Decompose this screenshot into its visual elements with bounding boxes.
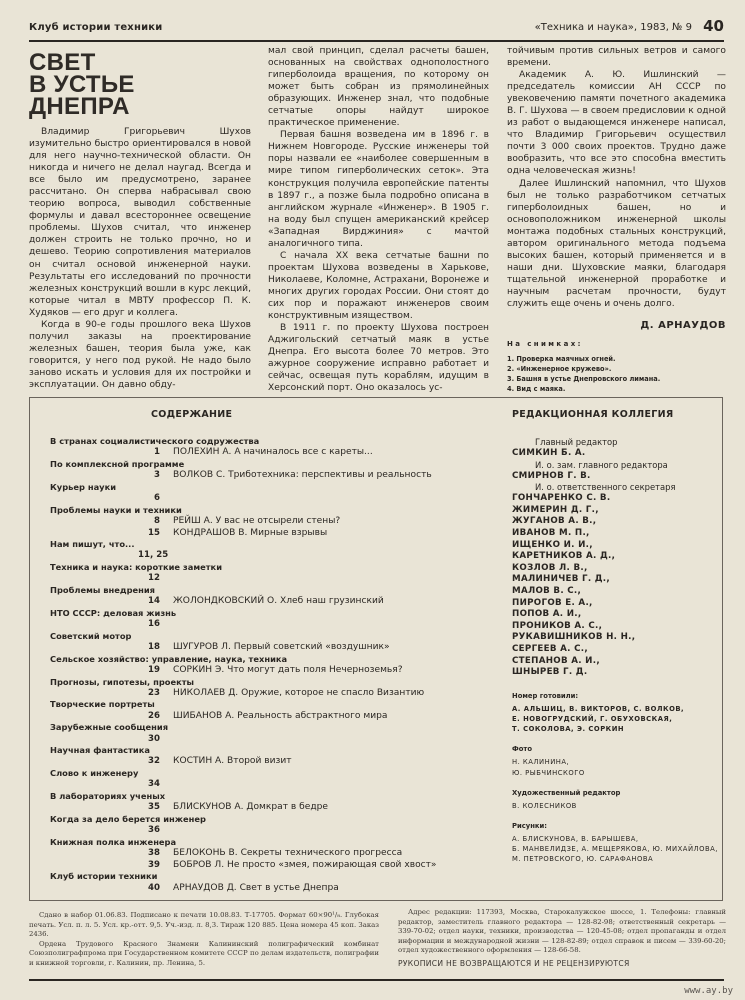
article-column-1 [29,49,251,391]
paragraph: В 1911 г. по проекту Шухова построен Аджигольский сетчатый маяк в устье Днепра. Его высота более 70 метров. Это ажурное сооружение исправно работает и сейчас, освещая путь кораблям, идущим в Херсонский порт. Оно оказалось ус- [268,323,489,394]
paragraph: мал свой принцип, сделал расчеты башен, основанных на свойствах однополостного гиперболоида вращения, по которому он может быть собран из прямолинейных образующих. Инженер знал, что подобные сетчатые опоры найдут широкое практическое применение. [268,46,489,129]
toc-page-number: 23 [148,687,160,698]
board-member: РУКАВИШНИКОВ Н. Н., [512,632,636,643]
names-line: Ю. РЫБЧИНСКОГО [512,768,585,777]
toc-article-title: РЕЙШ А. У вас не отсырели стены? [173,515,341,526]
toc-section: Клуб истории техники [50,871,158,882]
address-paragraph: Адрес редакции: 117393, Москва, Старокалужское шоссе, 1. Телефоны: главный редактор, заместитель главного редактора — 128-82-98; ответственный секретарь — 339-70-02; отдел науки, техники, производства — 120-45-08; отдел пропаганды и отдел информации и международной жизни — 128-82-89; отдел справок и писем — 339-60-20; отдел художественного оформления — 128-66-58. [398,908,726,954]
toc-article-title: БОБРОВ Л. Не просто «змея, пожирающая свой хвост» [173,859,437,870]
board-member: СТЕПАНОВ А. И., [512,655,600,666]
imprint-paragraph: Сдано в набор 01.06.83. Подписано к печати 10.08.83. Т-17705. Формат 60×90¹/₈. Глубокая печать. Усл. п. л. 5. Усл. кр.-отт. 9,5. Уч.-изд. л. 8,3. Тираж 120 885. Цена номера 45 коп. Заказ 2436. [29,911,379,938]
toc-page-number: 39 [148,859,160,870]
toc-page-number: 38 [148,848,160,859]
toc-entry[interactable] [50,825,510,837]
watermark: www.ay.by [684,986,733,996]
role-label: Главный редактор [535,437,618,447]
toc-entry[interactable] [50,596,510,608]
page-number: 40 [703,17,724,35]
deputy-name: СМИРНОВ Г. В. [512,470,591,481]
paragraph: Когда в 90-е годы прошлого века Шухов получил заказы на проектирование железных башен, теория была уже, как говорится, у него под рукой. Не надо было заново искать и условия для их постройки и эксплуатации. Он давно обду- [29,319,251,390]
names-line: Б. МАНВЕЛИДЗЕ, А. МЕЩЕРЯКОВА, Ю. МИХАЙЛОВА, [512,845,718,854]
title-line: СВЕТ [29,49,96,76]
toc-article-title: СОРКИН Э. Что могут дать поля Нечерноземья? [173,664,403,675]
toc-page-number: 14 [148,596,160,607]
toc-article-title: ШИБАНОВ А. Реальность абстрактного мира [173,710,388,721]
board-member: ПИРОГОВ Е. А., [512,597,593,608]
board-member: ГОНЧАРЕНКО С. В. [512,493,611,504]
names-line: А. АЛЬШИЦ, В. ВИКТОРОВ, С. ВОЛКОВ, [512,704,685,713]
toc-article-title: БЕЛОКОНЬ В. Секреты технического прогресса [173,848,403,859]
toc-entry[interactable] [50,756,510,768]
toc-section: Прогнозы, гипотезы, проекты [50,676,195,687]
drawings-heading: Рисунки: [512,821,547,830]
toc-section: Сельское хозяйство: управление, наука, техника [50,653,288,664]
paragraph: Первая башня возведена им в 1896 г. в Нижнем Новгороде. Русские инженеры той поры назвали ее «наиболее совершенным в мире типом гиперболических сеток». Эта конструкция получила европейские патенты в 1897 г., а позже была подробно описана в английском журнале «Инженер». В 1905 г. на воду был спущен американский крейсер «Западная Вирджиния» с мачтой аналогичного типа. [268,130,489,249]
toc-page-number: 11, 25 [138,550,169,561]
toc-section: Техника и наука: короткие заметки [50,562,223,573]
role-label: И. о. ответственного секретаря [535,482,676,493]
issue-label: «Техника и наука», 1983, № 9 [534,22,692,33]
names-line: В. КОЛЕСНИКОВ [512,801,577,810]
board-member: ИЩЕНКО И. И., [512,539,593,550]
toc-page-number: 15 [148,527,160,538]
toc-page-number: 35 [148,802,160,813]
toc-page-number: 19 [148,664,160,675]
toc-entry[interactable] [50,447,510,459]
toc-section: По комплексной программе [50,458,185,469]
toc-page-number: 3 [154,470,160,481]
names-line: А. БЛИСКУНОВА, В. БАРЫШЕВА, [512,834,639,843]
toc-page-number: 18 [148,642,160,653]
imprint-paragraph: Ордена Трудового Красного Знамени Калининский полиграфический комбинат Союзполиграфпрома при Государственном комитете СССР по делам издательств, полиграфии и книжной торговли, г. Калинин, пр. Ленина, 5. [29,939,379,967]
paragraph: тойчивым против сильных ветров и самого времени. [507,46,726,69]
board-member: ИВАНОВ М. П., [512,527,590,538]
toc-section: Курьер науки [50,481,117,492]
toc-page-number: 16 [148,619,160,630]
toc-page-number: 12 [148,573,160,584]
toc-entry[interactable] [50,860,510,872]
prepared-names [512,704,722,735]
paragraph: Владимир Григорьевич Шухов изумительно быстро ориентировался в новой для него научно-технической области. Он никогда и ничего не делал наугад. Всегда и все было им предусмотрено, заранее рассчитано. Он сперва набрасывал свою теорию вопроса, выводил собственные формулы и давал всестороннее освещение проблемы. Шухов считал, что инженер должен строить не только прочно, но и дешево. Теорию сопротивления материалов он считал основой инженерной науки. Результаты его исследований по прочности железных конструкций вошли в курс лекций, которые читал в МВТУ профессор П. К. Худяков — его друг и коллега. [29,127,251,318]
paragraph: С начала XX века сетчатые башни по проектам Шухова возведены в Харькове, Николаеве, Коломне, Астрахани, Воронеже и многих других городах России. Они стоят до сих пор и поражают инженеров своим конструктивным изяществом. [268,250,489,322]
printing-imprint [29,911,379,968]
toc-section: Слово к инженеру [50,768,139,779]
article-column-2 [268,45,489,394]
toc-section: Книжная полка инженера [50,836,177,847]
caption-item: 1. Проверка маячных огней. [507,355,616,364]
toc-article-title: КОНДРАШОВ В. Мирные взрывы [173,527,328,538]
paragraph: Далее Ишлинский напомнил, что Шухов был не только разработчиком сетчатых гиперболоидных башен, но и основоположником инженерной школы монтажа подобных стальных конструкций, автором оригинального метода подъема высоких башен, который применяется и в наши дни. Шуховские маяки, благодаря тщательной инженерной проработке и научным расчетам прочности, будут служить еще очень и очень долго. [507,178,726,309]
prepared-heading: Номер готовили: [512,691,579,700]
captions-heading: На снимках: [507,340,583,349]
board-member: ШНЫРЕВ Г. Д. [512,667,588,678]
toc-page-number: 26 [148,710,160,721]
toc-list [50,436,510,894]
toc-entry[interactable] [50,711,510,723]
toc-article-title: БЛИСКУНОВ А. Домкрат в бедре [173,802,329,813]
title-line: ДНЕПРА [29,93,130,120]
toc-entry[interactable] [50,688,510,700]
toc-page-number: 8 [154,515,160,526]
board-member: МАЛИНИЧЕВ Г. Д., [512,574,610,585]
toc-section: Нам пишут, что... [50,539,135,550]
toc-section: Проблемы внедрения [50,584,156,595]
board-member: МАЛОВ В. С., [512,585,582,596]
toc-title: СОДЕРЖАНИЕ [151,409,233,420]
manuscripts-notice: РУКОПИСИ НЕ ВОЗВРАЩАЮТСЯ И НЕ РЕЦЕНЗИРУЮТСЯ [398,958,630,968]
toc-entry[interactable] [50,528,510,540]
contents-box [29,397,723,901]
art-editor-names [512,801,722,811]
board-member: ПРОНИКОВ А. С., [512,620,603,631]
toc-page-number: 1 [154,447,160,458]
caption-item: 4. Вид с маяка. [507,385,566,394]
toc-section: В странах социалистического содружества [50,436,260,446]
photo-heading: Фото [512,745,533,754]
toc-article-title: ШУГУРОВ Л. Первый советский «воздушник» [173,642,390,653]
toc-article-title: КОСТИН А. Второй визит [173,756,292,767]
names-line: Е. НОВОГРУДСКИЙ, Г. ОБУХОВСКАЯ, [512,714,673,723]
names-line: Т. СОКОЛОВА, Э. СОРКИН [512,725,625,734]
toc-page-number: 34 [148,779,160,790]
editorial-address [398,908,726,968]
toc-article-title: ВОЛКОВ С. Триботехника: перспективы и реальность [173,470,432,481]
toc-section: Научная фантастика [50,745,150,756]
toc-page-number: 6 [154,493,160,504]
toc-article-title: ЖОЛОНДКОВСКИЙ О. Хлеб наш грузинский [173,596,384,607]
caption-item: 2. «Инженерное кружево». [507,365,612,374]
article-title [29,49,251,120]
editor-name: СИМКИН Б. А. [512,448,586,458]
toc-section: Когда за дело берется инженер [50,813,206,824]
photo-names [512,757,722,777]
toc-entry[interactable] [50,883,510,895]
toc-page-number: 30 [148,733,160,744]
toc-section: НТО СССР: деловая жизнь [50,607,177,618]
toc-article-title: АРНАУДОВ Д. Свет в устье Днепра [173,882,339,893]
toc-entry[interactable] [50,734,510,746]
names-line: М. ПЕТРОВСКОГО, Ю. САРАФАНОВА [512,855,654,864]
caption-item: 3. Башня в устье Днепровского лимана. [507,375,661,384]
toc-entry[interactable] [50,493,510,505]
toc-entry[interactable] [50,573,510,585]
toc-section: Советский мотор [50,630,132,641]
article-column-3 [507,45,726,394]
members-list [512,493,722,679]
toc-entry[interactable] [50,848,510,860]
drawings-names [512,834,722,865]
board-list [512,437,722,865]
board-member: КОЗЛОВ Л. В., [512,562,588,573]
names-line: Н. КАЛИНИНА, [512,758,570,767]
captions-list [507,354,726,394]
toc-section: Проблемы науки и техники [50,504,182,515]
toc-entry[interactable] [50,619,510,631]
footer-rule [29,979,724,981]
toc-entry[interactable] [50,802,510,814]
board-title: РЕДАКЦИОННАЯ КОЛЛЕГИЯ [512,409,674,420]
author-signature: Д. АРНАУДОВ [640,320,726,332]
toc-section: Зарубежные сообщения [50,722,169,733]
art-editor-heading: Художественный редактор [512,788,621,797]
toc-entry[interactable] [50,665,510,677]
toc-entry[interactable] [50,516,510,528]
board-member: ЖИМЕРИН Д. Г., [512,504,599,515]
running-header [29,18,724,42]
toc-article-title: ПОЛЕХИН А. А начиналось все с кареты... [173,447,373,458]
toc-entry[interactable] [50,779,510,791]
toc-section: Творческие портреты [50,699,155,710]
toc-entry[interactable] [50,470,510,482]
board-member: СЕРГЕЕВ А. С., [512,643,588,654]
board-member: КАРЕТНИКОВ А. Д., [512,551,616,562]
title-line: В УСТЬЕ [29,71,135,98]
board-member: ЖУГАНОВ А. В., [512,516,597,527]
section-name: Клуб истории техники [29,22,163,33]
board-member: ПОПОВ А. И., [512,609,582,620]
paragraph: Академик А. Ю. Ишлинский — председатель комиссии АН СССР по увековечению памяти почетного академика В. Г. Шухова — в своем предисловии к одной из работ о выдающемся инженере написал, что Владимир Григорьевич осуществил почти 3 000 своих проектов. Трудно даже вообразить, что все это способна вместить одна человеческая жизнь! [507,70,726,177]
toc-page-number: 32 [148,756,160,767]
toc-page-number: 40 [148,882,160,893]
role-label: И. о. зам. главного редактора [535,459,668,470]
toc-article-title: НИКОЛАЕВ Д. Оружие, которое не спасло Византию [173,687,425,698]
toc-entry[interactable] [50,550,510,562]
toc-entry[interactable] [50,642,510,654]
toc-section: В лабораториях ученых [50,790,166,801]
toc-page-number: 36 [148,825,160,836]
